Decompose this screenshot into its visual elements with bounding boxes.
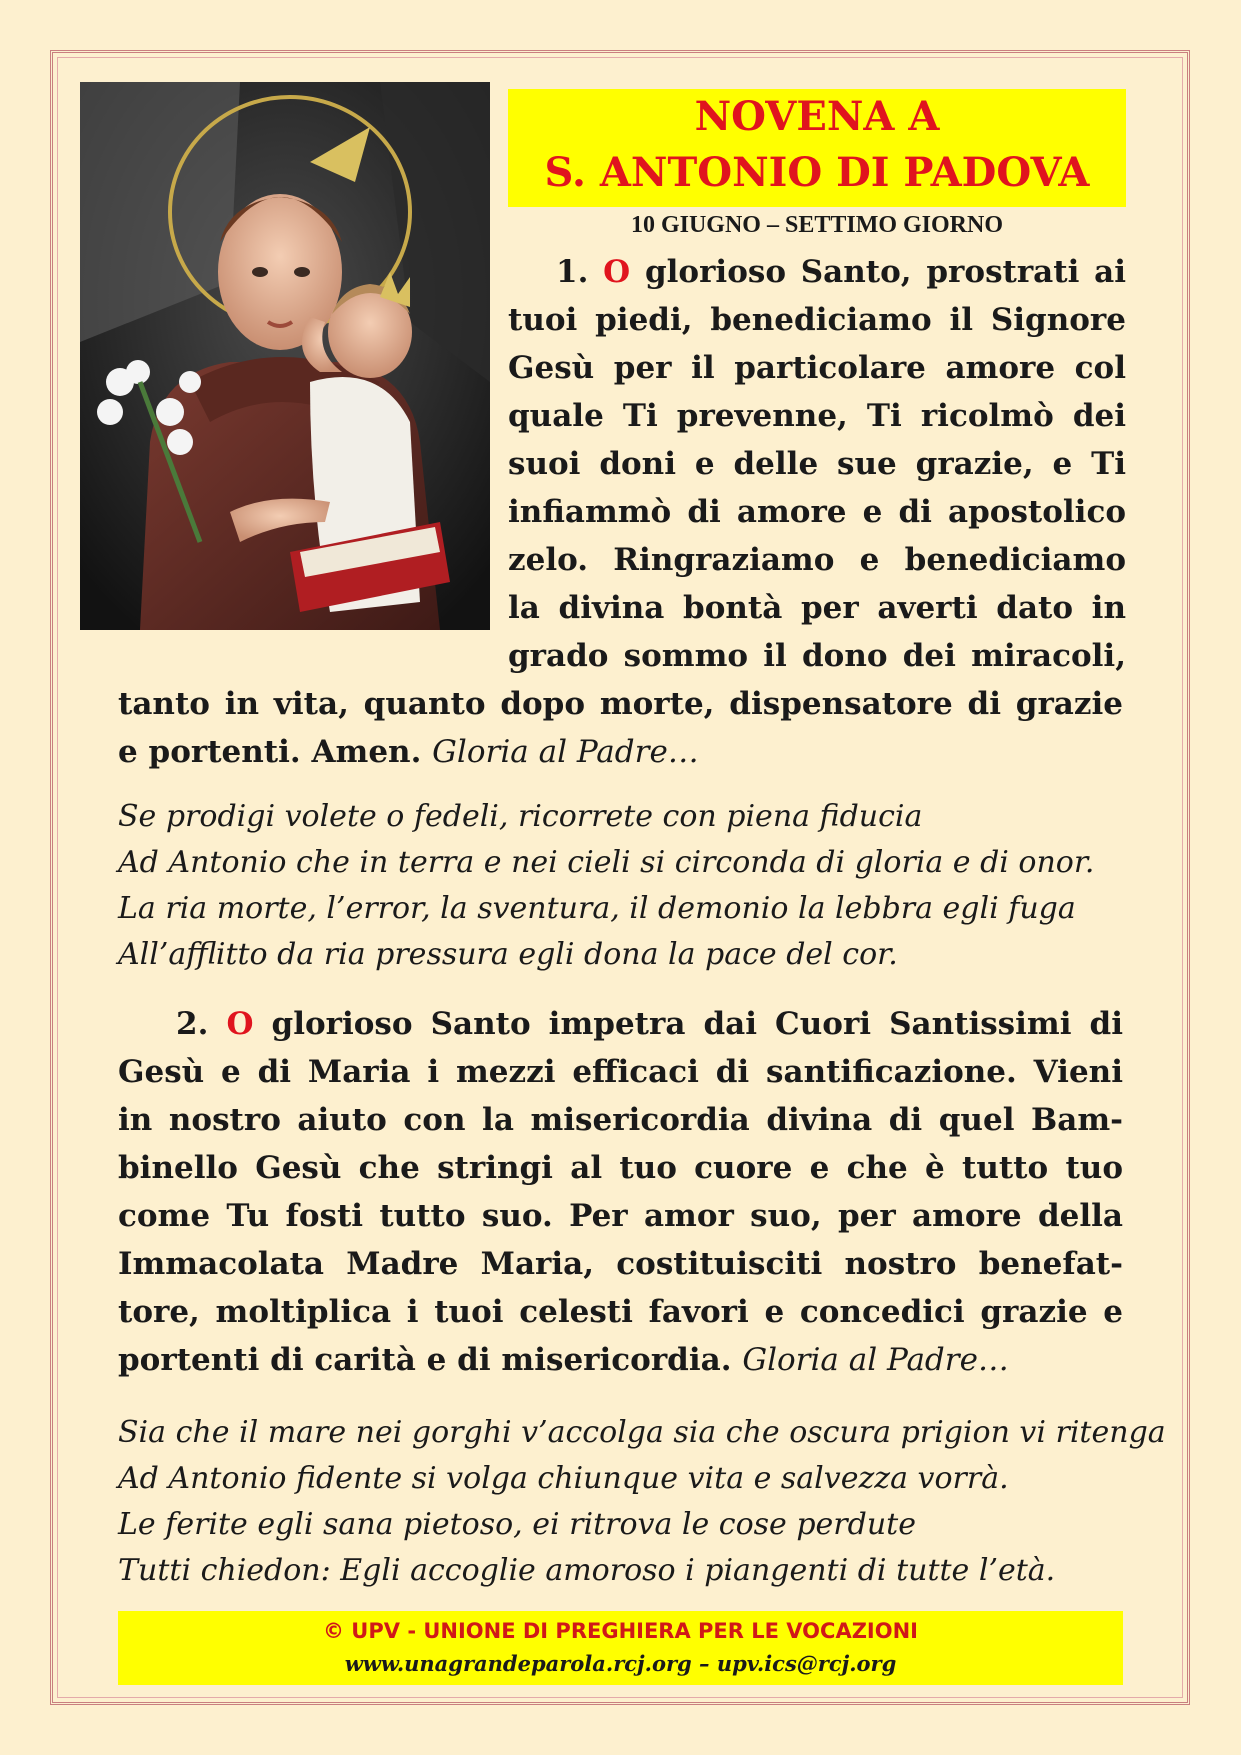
verse-line: Ad Antonio fidente si volga chiunque vita e salvezza vorrà. xyxy=(118,1461,1009,1496)
verse-line: Ad Antonio che in terra e nei cieli si circonda di gloria e di onor. xyxy=(118,845,1095,880)
prayer-2-number: 2. xyxy=(176,1006,209,1042)
hymn-verse-1 xyxy=(118,794,1094,978)
prayer-1-line: la divina bontà per averti dato in xyxy=(508,590,1126,626)
prayer-2-last-line xyxy=(118,1336,1123,1384)
prayer-1-line: quale Ti prevenne, Ti ricolmò dei xyxy=(508,398,1126,434)
verse-line: Sia che il mare nei gorghi v’accolga sia che oscura prigion vi ritenga xyxy=(118,1415,1166,1450)
prayer-1-line: tuoi piedi, benediciamo il Signore xyxy=(508,302,1126,338)
footer-banner xyxy=(118,1611,1123,1685)
prayer-1-line: zelo. Ringraziamo e benediciamo xyxy=(508,542,1126,578)
prayer-2-line: tore, moltiplica i tuoi celesti favori e concedici grazie e xyxy=(118,1294,1123,1330)
prayer-2-last-text: portenti di carità e di misericordia. xyxy=(118,1342,743,1378)
footer-contacts[interactable]: www.unagrandeparola.rcj.org – upv.ics@rcj.org xyxy=(344,1651,897,1676)
prayer-1-initial: O xyxy=(603,254,631,290)
verse-line: Tutti chiedon: Egli accoglie amoroso i piangenti di tutte l’età. xyxy=(118,1553,1056,1588)
prayer-2-line xyxy=(118,1000,1123,1048)
title-line-2: S. ANTONIO DI PADOVA xyxy=(544,149,1090,196)
prayer-1-line-text: glorioso Santo, prostrati ai xyxy=(630,254,1126,290)
verse-line: La ria morte, l’error, la sventura, il demonio la lebbra egli fuga xyxy=(118,891,1076,926)
prayer-1-number: 1. xyxy=(556,254,589,290)
prayer-1-fullwidth xyxy=(118,680,1123,776)
prayer-2 xyxy=(118,1000,1123,1384)
saint-anthony-with-child-statue-icon xyxy=(80,82,490,630)
saint-anthony-photo xyxy=(80,82,490,630)
prayer-1-line xyxy=(508,248,1126,296)
prayer-2-doxology: Gloria al Padre… xyxy=(742,1342,1009,1378)
prayer-2-line: binello Gesù che stringi al tuo cuore e che è tutto tuo xyxy=(118,1150,1123,1186)
prayer-1-line: grado sommo il dono dei miracoli, xyxy=(508,638,1126,674)
prayer-2-line: in nostro aiuto con la misericordia divina di quel Bam- xyxy=(118,1102,1123,1138)
prayer-1-last-text: e portenti. Amen. xyxy=(118,734,433,770)
footer-organization: © UPV - UNIONE DI PREGHIERA PER LE VOCAZIONI xyxy=(323,1619,918,1643)
verse-line: Se prodigi volete o fedeli, ricorrete con piena fiducia xyxy=(118,799,923,834)
prayer-1-line: Gesù per il particolare amore col xyxy=(508,350,1126,386)
verse-line: All’afflitto da ria pressura egli dona la pace del cor. xyxy=(118,937,898,972)
title-line-1: NOVENA A xyxy=(694,93,940,140)
verse-line: Le ferite egli sana pietoso, ei ritrova le cose perdute xyxy=(118,1507,916,1542)
subtitle-date: 10 GIUGNO – SETTIMO GIORNO xyxy=(630,212,1004,238)
prayer-2-line: Gesù e di Maria i mezzi efficaci di santificazione. Vieni xyxy=(118,1054,1123,1090)
prayer-2-line: Immacolata Madre Maria, costituisciti nostro benefat- xyxy=(118,1246,1123,1282)
title-banner xyxy=(508,89,1126,207)
prayer-1-column xyxy=(508,248,1126,680)
prayer-1-last-line xyxy=(118,728,1123,776)
prayer-1-line: suoi doni e delle sue grazie, e Ti xyxy=(508,446,1126,482)
hymn-verse-2 xyxy=(118,1410,1166,1594)
prayer-2-line: come Tu fosti tutto suo. Per amor suo, per amore della xyxy=(118,1198,1123,1234)
prayer-2-first-text: glorioso Santo impetra dai Cuori Santissimi di xyxy=(253,1006,1123,1042)
prayer-1-doxology: Gloria al Padre… xyxy=(432,734,699,770)
prayer-2-initial: O xyxy=(226,1006,254,1042)
prayer-1-line: infiammò di amore e di apostolico xyxy=(508,494,1126,530)
prayer-1-line: tanto in vita, quanto dopo morte, dispensatore di grazie xyxy=(118,686,1123,722)
